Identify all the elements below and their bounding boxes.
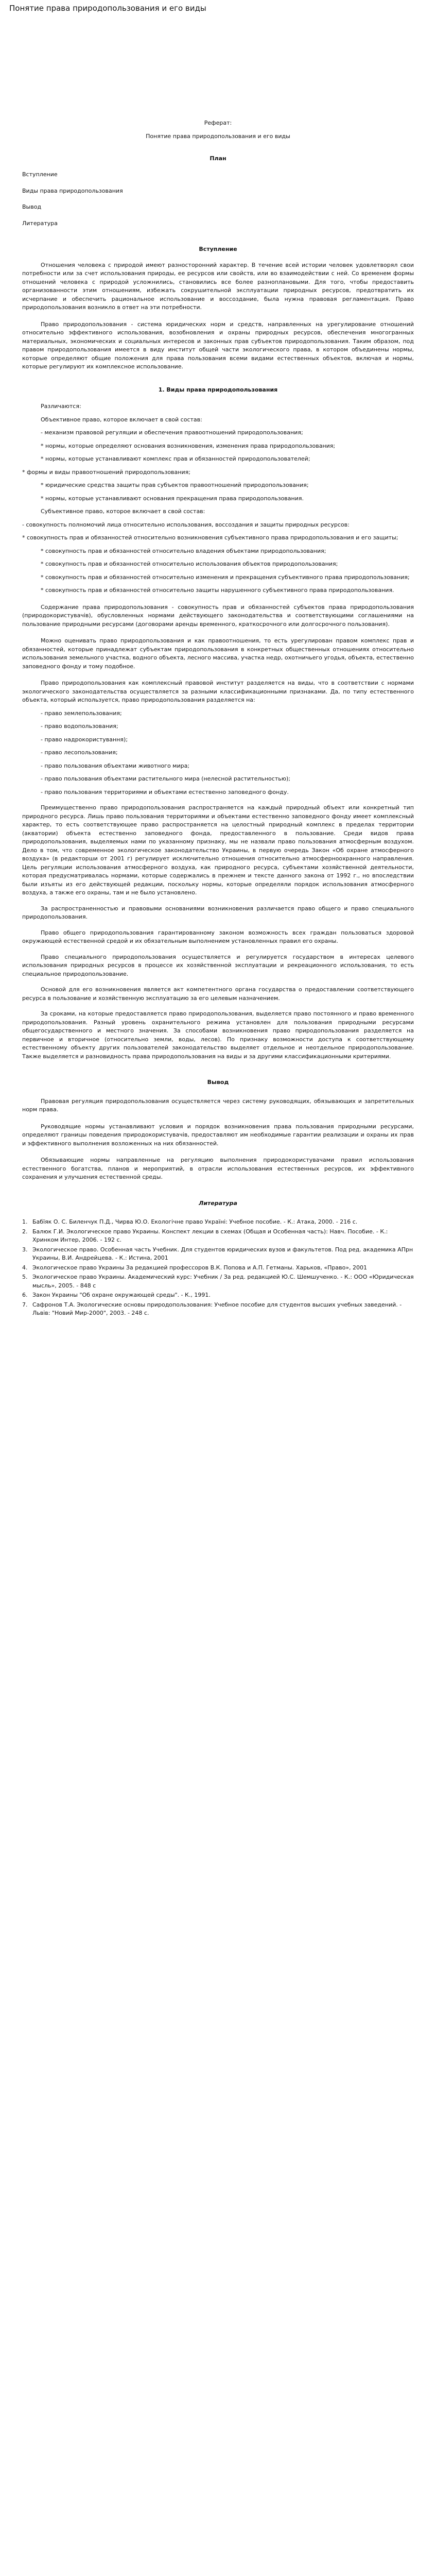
referat-label: Реферат:	[204, 119, 232, 126]
section1-line: Различаются:	[41, 403, 81, 410]
section1-paragraph: За распространенностью и правовыми основаниями возникновения различается право общего и право специального природопользования.	[22, 905, 414, 920]
literature-text: Экологическое право Украины За редакцией профессоров В.К. Попова и А.П. Гетманы. Харьков, «Право», 2001	[32, 1264, 368, 1271]
section1-line: - совокупность полномочий лица относительно использования, воссоздания и защиты природных ресурсов:	[22, 521, 350, 528]
law-type-item: - право землепользования;	[41, 709, 122, 717]
conclusion-paragraph: Правовая регуляция природопользования осуществляется через систему руководящих, обязывающих и запретительных норм права.	[22, 1097, 414, 1113]
section1-line: * формы и виды правоотношений природопользования;	[22, 468, 190, 476]
literature-item: 6. Закон Украины "Об охране окружающей среды". - К., 1991.	[22, 1292, 211, 1298]
literature-text: Бабїяк О. С. Биленчук П.Д., Чирва Ю.О. Екологічне право Україні: Учебное пособие. - К.: Атака, 2000. - 216 с.	[32, 1218, 358, 1225]
conclusion-paragraph: Руководящие нормы устанавливают условия и порядок возникновения права пользования природными ресурсами, определяют границы поведения природокористувачів, предоставляют им необходимые гарантии реализации и охраны их прав и эффективного выполнения возложенных на них обязанностей.	[22, 1123, 414, 1147]
plan-item: Виды права природопользования	[22, 187, 123, 194]
section1-paragraph: Основой для его возникновения является акт компетентного органа государства о предоставлении соответствующего ресурса в пользование и хозяйственную эксплуатацию за его целевым назначением.	[22, 986, 414, 1002]
section1-line: Объективное право, которое включает в свой состав:	[41, 416, 202, 423]
section1-line: * нормы, которые определяют основания возникновения, изменения права природопользования;	[41, 442, 336, 449]
law-type-item: - право пользования территориями и объектами естественно заповедного фонду.	[41, 788, 289, 795]
section1-paragraph: Можно оценивать право природопользования и как правоотношения, то есть урегулирован правом комплекс прав и обязанностей, которые принадлежат субъектам природопользования в конкретных общественных отношениях относительно использования земельного участка, водного объекта, лесного массива, участка недр, охотничьего угодья, объекта, естественно заповедного фонду и тому подобное.	[22, 637, 414, 670]
section1-line: * совокупность прав и обязанностей относительно изменения и прекращения субъективного права природопользования;	[41, 573, 410, 581]
plan-heading: План	[210, 155, 226, 162]
section1-line: * совокупность прав и обязанностей относительно использования объектов природопользования;	[41, 561, 338, 567]
section1-line: Субъективное право, которое включает в свой состав:	[41, 508, 205, 515]
literature-text: Балюк Г.И. Экологическое право Украины. Конспект лекции в схемах (Общая и Особенная часть): Навч. Пособие. - К.: Хринком Интер, 2006. - 192 с.	[32, 1228, 388, 1243]
literature-text: Сафронов Т.А. Экологические основы природопользования: Учебное пособие для студентов высших учебных заведений. - Львів: "Новий Мир-2000", 2003. - 248 с.	[32, 1301, 402, 1316]
plan-item: Вывод	[22, 204, 42, 210]
literature-heading: Литература	[199, 1199, 237, 1207]
literature-item: 4. Экологическое право Украины За редакцией профессоров В.К. Попова и А.П. Гетманы. Харьков, «Право», 2001	[22, 1264, 368, 1271]
plan-item: Литература	[22, 219, 58, 227]
document-title: Понятие права природопользования и его виды	[9, 4, 206, 13]
conclusion-heading: Вывод	[207, 1079, 229, 1086]
plan-list	[22, 171, 414, 228]
literature-item: 2. Балюк Г.И. Экологическое право Украины. Конспект лекции в схемах (Общая и Особенная часть): Навч. Пособие. - К.: Хринком Интер, 2006. - 192 с.	[22, 1228, 388, 1243]
section1-heading: 1. Виды права природопользования	[158, 386, 278, 393]
section1-paragraph: Право специального природопользования осуществляется и регулируется государством в интересах целевого использования природных ресурсов в процессе их хозяйственной эксплуатации и рекреационного использования, то есть специальное природопользование.	[22, 953, 414, 977]
law-type-item: - право водопользования;	[41, 723, 118, 730]
law-type-item: - право лесопользования;	[41, 749, 118, 756]
literature-text: Экологическое право. Особенная часть Учебник. Для студентов юридических вузов и факультетов. Под ред. академика АПрн Украины, В.И. Андрейцева. - К.: Истина, 2001	[32, 1246, 413, 1261]
section1-line: * совокупность прав и обязанностей относительно возникновения субъективного права природопользования и его защиты;	[22, 534, 398, 541]
law-type-item: - право надрокористування);	[41, 736, 128, 743]
section1-line: * совокупность прав и обязанностей относительно владения объектами природопользования;	[41, 547, 326, 554]
literature-item: 5. Экологическое право Украины. Академический курс: Учебник / За ред. редакцией Ю.С. Шемшученко. - К.: ООО «Юридическая мысль», 2005. - 848 с	[22, 1274, 414, 1289]
document-body	[9, 119, 427, 1318]
plan-item: Вступление	[22, 171, 58, 178]
referat-title: Понятие права природопользования и его виды	[146, 133, 290, 140]
section1-line: * совокупность прав и обязанностей относительно защиты нарушенного субъективного права природопользования.	[41, 587, 394, 594]
section1-line: * юридические средства защиты прав субъектов правоотношений природопользования;	[41, 482, 309, 488]
law-type-item: - право пользования объектами животного мира;	[41, 762, 190, 769]
literature-text: Закон Украины "Об охране окружающей среды". - К., 1991.	[32, 1292, 211, 1298]
section1-line: * нормы, которые устанавливают комплекс прав и обязанностей природопользователей;	[41, 455, 310, 462]
intro-heading: Вступление	[199, 246, 237, 252]
law-type-item: - право пользования объектами растительного мира (нелесной растительностью);	[41, 775, 290, 782]
conclusion-paragraph: Обязывающие нормы направленные на регуляцию выполнения природокористувачами правил использования естественного богатства, планов и мероприятий, в отрасли использования естественных ресурсов, их эффективного сохранения и улучшения естественной среды.	[22, 1157, 414, 1180]
intro-paragraph: Право природопользования - система юридических норм и средств, направленных на урегулирование отношений относительно эффективного использования, возобновления и охраны природных ресурсов, обеспечения многогранных материальных, экономических и социальных интересов и законных прав субъектов природопользования. Таким образом, под правом природопользования имеется в виду институт общей части экологического права, в котором объединены нормы, которые определяют общие положения для права пользования всеми видами естественных объектов, включая и нормы, которые регулируют их комплексное использование.	[22, 320, 414, 370]
literature-item: 7. Сафронов Т.А. Экологические основы природопользования: Учебное пособие для студентов высших учебных заведений. - Львів: "Новий Мир-2000", 2003. - 248 с.	[22, 1301, 402, 1316]
section1-paragraph: За сроками, на которые предоставляется право природопользования, выделяется право постоянного и право временного природопользования. Разный уровень охранительного режима установлен для пользования природными ресурсами общегосударственного и местного значения. За способами возникновения право природопользования разделяется на первичное и вторичное (относительно земли, воды, лесов). По признаку возможности доступа к соответствующему естественному объекту других пользователей законодательство выделяет отдельное и неотдельное природопользование. Также выделяется и разновидность права природопользования на виды и за другими классификационными критериями.	[22, 1010, 414, 1060]
section1-line: - механизм правовой регуляции и обеспечения правоотношений природопользования;	[41, 429, 303, 436]
section1-paragraph: Содержание права природопользования - совокупность прав и обязанностей субъектов права природопользования (природокористувачів), обусловленных нормами действующего законодательства и соответствующими соглашениями на пользование природными ресурсами (договорами аренды временного, краткосрочного или долгосрочного пользования).	[22, 603, 414, 628]
intro-paragraph: Отношения человека с природой имеют разносторонний характер. В течение всей истории человек удовлетворял свои потребности или за счет использования природы, ее ресурсов или свойств, или во взаимодействии с ней. Со временем формы отношений человека с природой усложнились, становились все более разноплановыми. Для того, чтобы предоставить организованности этим отношениям, избежать сокрушительной эксплуатации природных ресурсов, предотвратить их исчерпание и обеспечить рациональное использование и воссоздание, была нужна правовая регламентация. Право природопользования возникло в ответ на эти потребности.	[22, 261, 414, 311]
section1-paragraph: Право природопользования как комплексный правовой институт разделяется на виды, что в соответствии с нормами экологического законодательства осуществляется за разными классификационными признаками. Да, по типу естественного объекта, который используется, право природопользования разделяется на:	[22, 680, 414, 703]
literature-item: 3. Экологическое право. Особенная часть Учебник. Для студентов юридических вузов и факультетов. Под ред. академика АПрн Украины, В.И. Андрейцева. - К.: Истина, 2001	[22, 1246, 413, 1261]
section1-paragraph: Преимущественно право природопользования распространяется на каждый природный объект или конкретный тип природного ресурса. Лишь право пользования территориями и объектами естественно заповедного фонду имеет комплексный характер, то есть соответствующее право распространяется на целостный природный комплекс в пределах территории (акватории) объекта естественно заповедного фонда, предоставленного в пользование. Среди видов права природопользования, выделяемых нами по указанному признаку, мы не назвали право пользования атмосферным воздухом. Дело в том, что современное экологическое законодательство Украины, в первую очередь Закон «Об охране атмосферного воздуха» (в редакторши от 2001 г) регулирует исключительно отношения относительно атмосферноохранного направления. Цель регуляции использования атмосферного воздуха, как природного ресурса, субъектами хозяйственной деятельности, которая предусматривалась нормами, которые содержались в прежнем и тексте данного закона от 1992 г., но впоследствии были изъяты из его действующей редакции, поскольку нормы, которые определяли порядок использования атмосферного воздуха, а также его охраны, там и не было установлено.	[22, 804, 414, 896]
literature-text: Экологическое право Украины. Академический курс: Учебник / За ред. редакцией Ю.С. Шемшученко. - К.: ООО «Юридическая мысль», 2005. - 848 с	[32, 1274, 414, 1289]
section1-paragraph: Право общего природопользования гарантированному законом возможность всех граждан пользоваться здоровой окружающей естественной средой и их обязательным выполнением установленных правил его охраны.	[22, 929, 414, 944]
literature-item: 1. Бабїяк О. С. Биленчук П.Д., Чирва Ю.О. Екологічне право Україні: Учебное пособие. - К.: Атака, 2000. - 216 с.	[22, 1218, 358, 1225]
section1-line: * нормы, которые устанавливают основания прекращения права природопользования.	[41, 495, 304, 502]
literature-list	[22, 1218, 414, 1318]
